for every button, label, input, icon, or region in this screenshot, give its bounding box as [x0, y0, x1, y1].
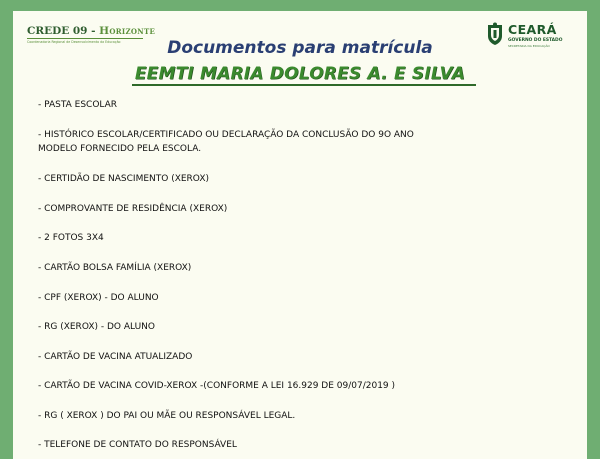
document-item: - HISTÓRICO ESCOLAR/CERTIFICADO OU DECLARAÇÃO DA CONCLUSÃO DO 9O ANO — [38, 130, 414, 140]
crede-logo-tagline: Coordenadoria Regional de Desenvolvimento da Educação — [27, 40, 121, 44]
ceara-logo-name: CEARÁ — [508, 22, 557, 37]
document-item: MODELO FORNECIDO PELA ESCOLA. — [38, 144, 202, 154]
ceara-logo-department: SECRETARIA DA EDUCAÇÃO — [508, 44, 550, 48]
document-item: - CERTIDÃO DE NASCIMENTO (XEROX) — [38, 174, 209, 184]
document-item: - COMPROVANTE DE RESIDÊNCIA (XEROX) — [38, 204, 228, 214]
document-item: - CARTÃO DE VACINA ATUALIZADO — [38, 352, 193, 362]
document-item: - PASTA ESCOLAR — [38, 100, 118, 110]
crede-logo-code: CREDE 09 - — [27, 25, 96, 37]
crede-logo-city: Horizonte — [99, 25, 156, 37]
document-item: - CARTÃO BOLSA FAMÍLIA (XEROX) — [38, 263, 192, 273]
document-item: - TELEFONE DE CONTATO DO RESPONSÁVEL — [38, 440, 237, 450]
school-name: EEMTI MARIA DOLORES A. E SILVA — [134, 64, 466, 84]
document-card — [13, 11, 587, 459]
document-item: - RG ( XEROX ) DO PAI OU MÃE OU RESPONSÁVEL LEGAL. — [38, 411, 296, 421]
page-title: Documentos para matrícula — [167, 38, 433, 58]
document-item: - RG (XEROX) - DO ALUNO — [38, 322, 155, 332]
crede-logo — [27, 25, 155, 37]
document-item: - CARTÃO DE VACINA COVID-XEROX -(CONFORME A LEI 16.929 DE 09/07/2019 ) — [38, 381, 396, 391]
document-item: - CPF (XEROX) - DO ALUNO — [38, 293, 159, 303]
title-underline — [132, 84, 476, 86]
document-item: - 2 FOTOS 3X4 — [38, 233, 104, 243]
ceara-logo-subtitle: GOVERNO DO ESTADO — [508, 38, 563, 43]
